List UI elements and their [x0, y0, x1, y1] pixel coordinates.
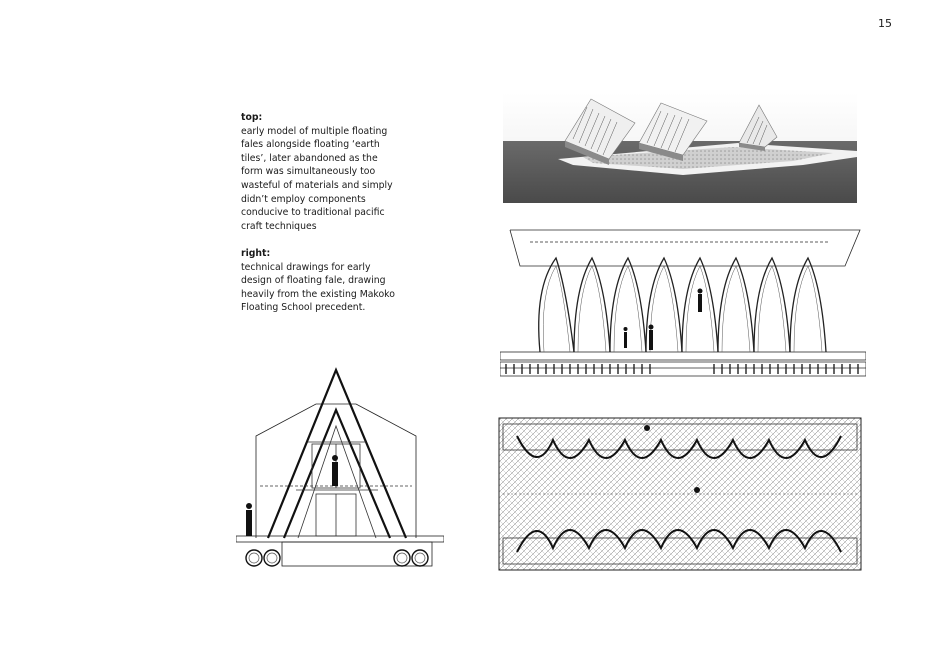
model-render-image: [503, 93, 857, 203]
right-caption-heading: right:: [241, 247, 271, 259]
top-caption-body: early model of multiple floating fales alongside floating ‘earth tiles’, later abandoned as the form was simultaneously too wasteful of materials and simply didn’t employ components conducive to traditional pacific craft techniques: [241, 125, 393, 232]
page-number: 15: [878, 17, 892, 30]
right-caption-body: technical drawings for early design of floating fale, drawing heavily from the existing Makoko Floating School precedent.: [241, 261, 395, 314]
caption-block: [241, 111, 411, 315]
plan-drawing: [497, 416, 863, 572]
top-caption-heading: top:: [241, 112, 263, 123]
elevation-drawing: [500, 228, 866, 380]
section-drawing: [236, 366, 444, 572]
